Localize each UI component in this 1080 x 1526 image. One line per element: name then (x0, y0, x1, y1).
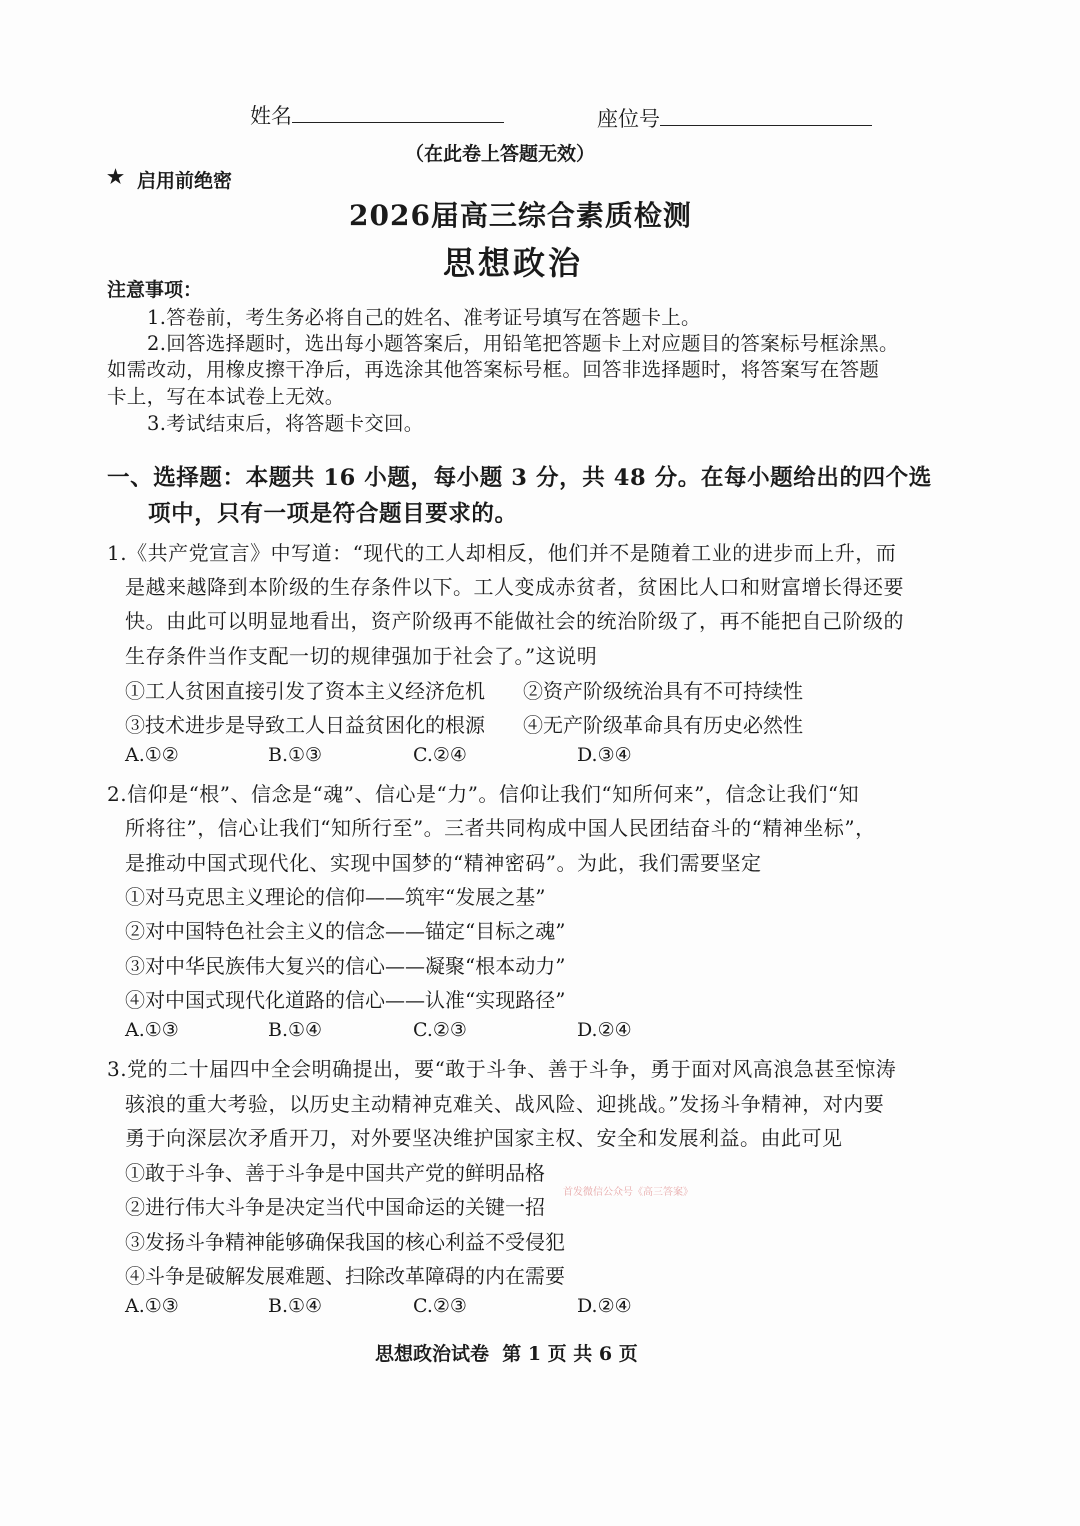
page-footer: 思想政治试卷 第 1 页 共 6 页 (375, 1343, 638, 1365)
question-stem-line: 勇于向深层次矛盾开刀，对外要坚决维护国家主权、安全和发展利益。由此可见 (125, 1126, 843, 1150)
invalid-note: （在此卷上答题无效） (405, 143, 596, 165)
statement-option: ②资产阶级统治具有不可持续性 (523, 679, 803, 703)
exam-title: 2026届高三综合素质检测 (349, 199, 692, 232)
name-blank-line (292, 122, 504, 123)
statement-option: ③技术进步是导致工人日益贫困化的根源 (125, 713, 485, 737)
statement-option: ②进行伟大斗争是决定当代中国命运的关键一招 (125, 1195, 545, 1219)
statement-option: ①工人贫困直接引发了资本主义经济危机 (125, 679, 485, 703)
answer-choice-d: D.②④ (577, 1019, 632, 1041)
section-heading-cont: 项中，只有一项是符合题目要求的。 (148, 501, 518, 527)
notice-line: 1.答卷前，考生务必将自己的姓名、准考证号填写在答题卡上。 (147, 306, 701, 329)
question-stem-line: 所将往”，信心让我们“知所行至”。三者共同构成中国人民团结奋斗的“精神坐标”， (125, 816, 876, 840)
answer-choice-b: B.①④ (268, 1019, 323, 1041)
answer-choice-c: C.②④ (413, 744, 467, 766)
answer-choice-b: B.①④ (268, 1295, 323, 1317)
statement-option: ②对中国特色社会主义的信念——锚定“目标之魂” (125, 919, 566, 943)
answer-choice-c: C.②③ (413, 1295, 467, 1317)
statement-option: ③对中华民族伟大复兴的信心——凝聚“根本动力” (125, 954, 566, 978)
question-stem-line: 2.信仰是“根”、信念是“魂”、信心是“力”。信仰让我们“知所何来”，信念让我们“知 (107, 782, 860, 806)
section-heading: 一、选择题：本题共 16 小题，每小题 3 分，共 48 分。在每小题给出的四个选 (107, 465, 932, 491)
answer-choice-a: A.①③ (125, 1019, 179, 1041)
question-stem-line: 快。由此可以明显地看出，资产阶级再不能做社会的统治阶级了，再不能把自己阶级的 (125, 609, 904, 633)
question-stem-line: 是越来越降到本阶级的生存条件以下。工人变成赤贫者，贫困比人口和财富增长得还要 (125, 575, 904, 599)
answer-choice-b: B.①③ (268, 744, 323, 766)
notice-line: 卡上，写在本试卷上无效。 (107, 385, 345, 408)
statement-option: ①对马克思主义理论的信仰——筑牢“发展之基” (125, 885, 546, 909)
star-icon: ★ (107, 166, 125, 188)
notice-line: 如需改动，用橡皮擦干净后，再选涂其他答案标号框。回答非选择题时，将答案写在答题 (107, 358, 880, 381)
notice-line: 3.考试结束后，将答题卡交回。 (147, 412, 424, 435)
seat-label: 座位号 (597, 107, 660, 131)
notice-heading: 注意事项： (107, 279, 203, 301)
statement-option: ③发扬斗争精神能够确保我国的核心利益不受侵犯 (125, 1230, 565, 1254)
watermark: 首发微信公众号《高三答案》 (563, 1187, 693, 1198)
name-label: 姓名 (250, 104, 292, 128)
question-stem-line: 3.党的二十届四中全会明确提出，要“敢于斗争、善于斗争，勇于面对风高浪急甚至惊涛 (107, 1057, 897, 1081)
statement-option: ④斗争是破解发展难题、扫除改革障碍的内在需要 (125, 1264, 565, 1288)
answer-choice-a: A.①② (125, 744, 179, 766)
question-stem-line: 生存条件当作支配一切的规律强加于社会了。”这说明 (125, 644, 598, 668)
seat-blank-line (660, 125, 872, 126)
answer-choice-d: D.③④ (577, 744, 632, 766)
question-stem-line: 骇浪的重大考验，以历史主动精神克难关、战风险、迎挑战。”发扬斗争精神，对内要 (125, 1092, 885, 1116)
statement-option: ①敢于斗争、善于斗争是中国共产党的鲜明品格 (125, 1161, 545, 1185)
answer-choice-c: C.②③ (413, 1019, 467, 1041)
subject-title: 思想政治 (443, 244, 584, 282)
answer-choice-a: A.①③ (125, 1295, 179, 1317)
statement-option: ④对中国式现代化道路的信心——认准“实现路径” (125, 988, 566, 1012)
confidential-label: 启用前绝密 (137, 170, 233, 192)
notice-line: 2.回答选择题时，选出每小题答案后，用铅笔把答题卡上对应题目的答案标号框涂黑。 (147, 332, 899, 355)
answer-choice-d: D.②④ (577, 1295, 632, 1317)
question-stem-line: 1.《共产党宣言》中写道：“现代的工人却相反，他们并不是随着工业的进步而上升，而 (107, 541, 897, 565)
question-stem-line: 是推动中国式现代化、实现中国梦的“精神密码”。为此，我们需要坚定 (125, 851, 762, 875)
statement-option: ④无产阶级革命具有历史必然性 (523, 713, 803, 737)
